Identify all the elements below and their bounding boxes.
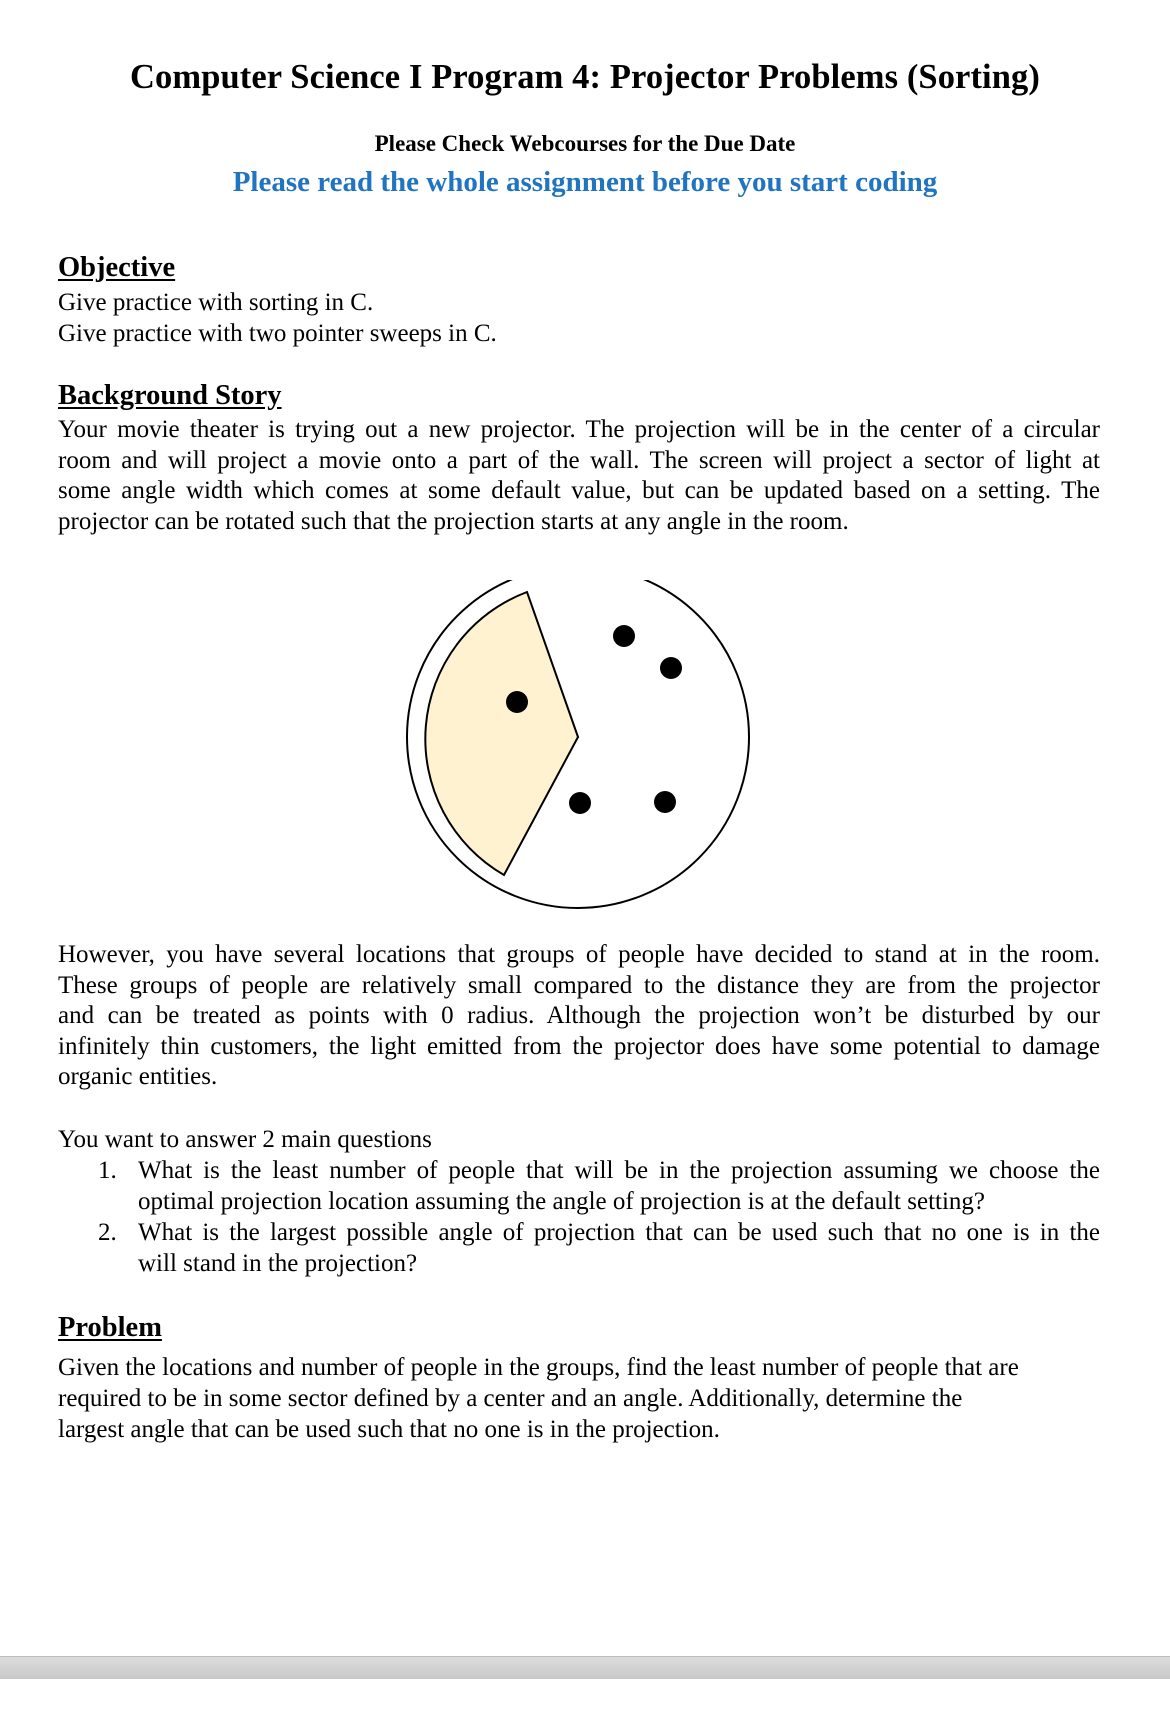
objective-text: [58, 287, 1118, 349]
question-line: What is the least number of people that will be in the projection assuming we choose the: [138, 1157, 1100, 1184]
person-dot: [660, 657, 682, 679]
paragraph-line: infinitely thin customers, the light emitted from the projector does have some potential to damage: [58, 1032, 1100, 1060]
background-heading: Background Story: [58, 380, 282, 411]
person-dot: [654, 791, 676, 813]
person-dot: [506, 691, 528, 713]
objective-line: Give practice with sorting in C.: [58, 289, 374, 316]
background-paragraph: [58, 415, 1100, 537]
person-dot: [613, 625, 635, 647]
paragraph-line: organic entities.: [58, 1063, 218, 1091]
question-item: [58, 1217, 1100, 1279]
paragraph-line: However, you have several locations that groups of people have decided to stand at in the room.: [58, 941, 1100, 968]
question-line: will stand in the projection?: [138, 1250, 418, 1277]
paragraph-line: projector can be rotated such that the projection starts at any angle in the room.: [58, 507, 849, 535]
paragraph-line: required to be in some sector defined by a center and an angle. Additionally, determine the: [58, 1385, 963, 1412]
questions-intro: You want to answer 2 main questions: [58, 1126, 432, 1153]
horizontal-scrollbar[interactable]: [0, 1656, 1170, 1679]
questions-section: [58, 1124, 1100, 1279]
locations-paragraph: [58, 940, 1100, 1093]
problem-paragraph: [58, 1352, 1118, 1445]
paragraph-line: largest angle that can be used such that no one is in the projection.: [58, 1416, 720, 1443]
paragraph-line: and can be treated as points with 0 radius. Although the projection won’t be disturbed by our: [58, 1002, 1100, 1030]
question-number: 2.: [98, 1219, 117, 1246]
objective-line: Give practice with two pointer sweeps in C.: [58, 320, 497, 347]
question-item: [58, 1155, 1100, 1217]
question-line: optimal projection location assuming the angle of projection is at the default setting?: [138, 1188, 985, 1215]
objective-heading: Objective: [58, 252, 176, 283]
paragraph-line: Given the locations and number of people in the groups, find the least number of people that are: [58, 1354, 1019, 1381]
paragraph-line: room and will project a movie onto a part of the wall. The screen will project a sector of light at: [58, 446, 1100, 474]
page-title: Computer Science I Program 4: Projector Problems (Sorting): [130, 58, 1040, 96]
paragraph-line: These groups of people are relatively small compared to the distance they are from the projector: [58, 971, 1100, 999]
due-date-note: Please Check Webcourses for the Due Date: [374, 131, 796, 156]
read-assignment-note: Please read the whole assignment before you start coding: [232, 166, 938, 198]
question-number: 1.: [98, 1157, 117, 1184]
question-line: What is the largest possible angle of projection that can be used such that no one is in the: [138, 1219, 1100, 1246]
person-dot: [569, 792, 591, 814]
paragraph-line: some angle width which comes at some default value, but can be updated based on a setting. The: [58, 477, 1100, 505]
paragraph-line: Your movie theater is trying out a new projector. The projection will be in the center of a circular: [58, 416, 1100, 443]
projector-diagram: [405, 580, 755, 910]
problem-heading: Problem: [58, 1312, 162, 1343]
